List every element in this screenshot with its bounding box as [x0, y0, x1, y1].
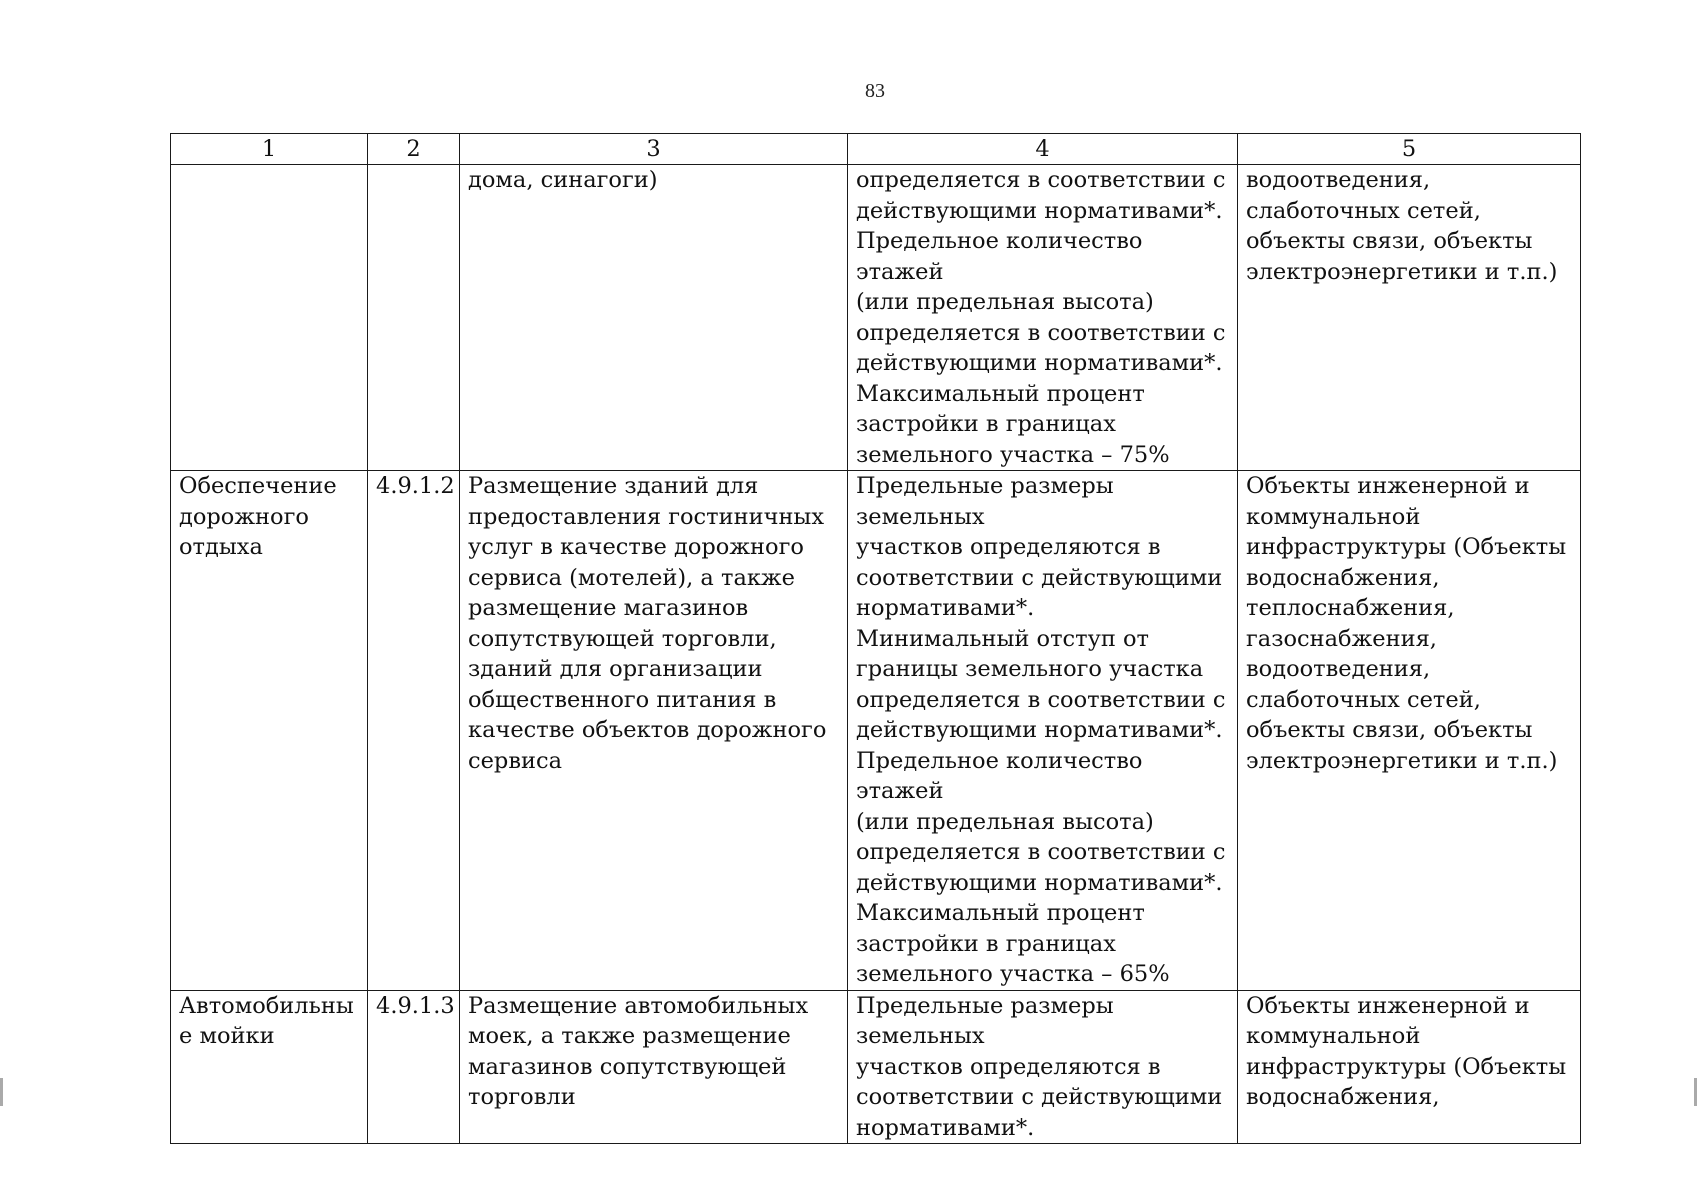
table-row — [171, 471, 1581, 991]
table-row — [171, 990, 1581, 1144]
row-1-auxiliary-uses — [1238, 165, 1581, 471]
row-2-code — [368, 471, 460, 991]
table-header-row — [171, 134, 1581, 165]
header-col-3: 3 — [460, 134, 848, 165]
cell-text: Размещение зданий для предоставления гостиничных услуг в качестве дорожного сервиса (мотелей), а также размещение магазинов сопутствующей торговли, зданий для организации общественного питания в качестве объектов дорожного сервиса — [468, 473, 827, 774]
row-2-parameters — [848, 471, 1238, 991]
row-1-name — [171, 165, 368, 471]
table-row — [171, 165, 1581, 471]
header-col-1: 1 — [171, 134, 368, 165]
page-number: 83 — [865, 80, 885, 102]
header-col-5: 5 — [1238, 134, 1581, 165]
row-1-code — [368, 165, 460, 471]
row-2-description — [460, 471, 848, 991]
header-col-4: 4 — [848, 134, 1238, 165]
cell-text: Предельные размеры земельных участков определяются в соответствии с действующими нормативами*. — [856, 992, 1223, 1141]
row-1-description — [460, 165, 848, 471]
row-1-parameters — [848, 165, 1238, 471]
row-3-parameters — [848, 990, 1238, 1144]
cell-text: Размещение автомобильных моек, а также размещение магазинов сопутствующей торговли — [468, 992, 809, 1110]
cell-text: Объекты инженерной и коммунальной инфраструктуры (Объекты водоснабжения, — [1246, 992, 1567, 1110]
cell-text: Предельные размеры земельных участков определяются в соответствии с действующими нормативами*. Минимальный отступ от границы земельного участка определяется в соответствии с действующими нормативами*. Предельное количество этажей (или предельная высота) определяется в соответствии с действующими нормативами*. Максимальный процент застройки в границах земельного участка – 65% — [856, 473, 1226, 987]
row-2-auxiliary-uses — [1238, 471, 1581, 991]
cell-text: водоотведения, слаботочных сетей, объекты связи, объекты электроэнергетики и т.п.) — [1246, 167, 1558, 285]
cell-text: 4.9.1.3 — [376, 992, 455, 1019]
cell-text: 4.9.1.2 — [376, 473, 455, 499]
cell-text: Обеспечение дорожного отдыха — [179, 473, 337, 560]
cell-text: Автомобильны е мойки — [179, 992, 354, 1049]
row-2-name — [171, 471, 368, 991]
scan-edge-mark-left — [0, 1078, 3, 1106]
cell-text: дома, синагоги) — [468, 167, 658, 193]
row-3-auxiliary-uses — [1238, 990, 1581, 1144]
land-use-table — [170, 133, 1581, 1144]
header-col-2: 2 — [368, 134, 460, 165]
cell-text: определяется в соответствии с действующими нормативами*. Предельное количество этажей (или предельная высота) определяется в соответствии с действующими нормативами*. Максимальный процент застройки в границах земельного участка – 75% — [856, 167, 1226, 468]
row-3-name — [171, 990, 368, 1144]
row-3-code — [368, 990, 460, 1144]
row-3-description — [460, 990, 848, 1144]
cell-text: Объекты инженерной и коммунальной инфраструктуры (Объекты водоснабжения, теплоснабжения, газоснабжения, водоотведения, слаботочных сетей, объекты связи, объекты электроэнергетики и т.п.) — [1246, 473, 1567, 774]
